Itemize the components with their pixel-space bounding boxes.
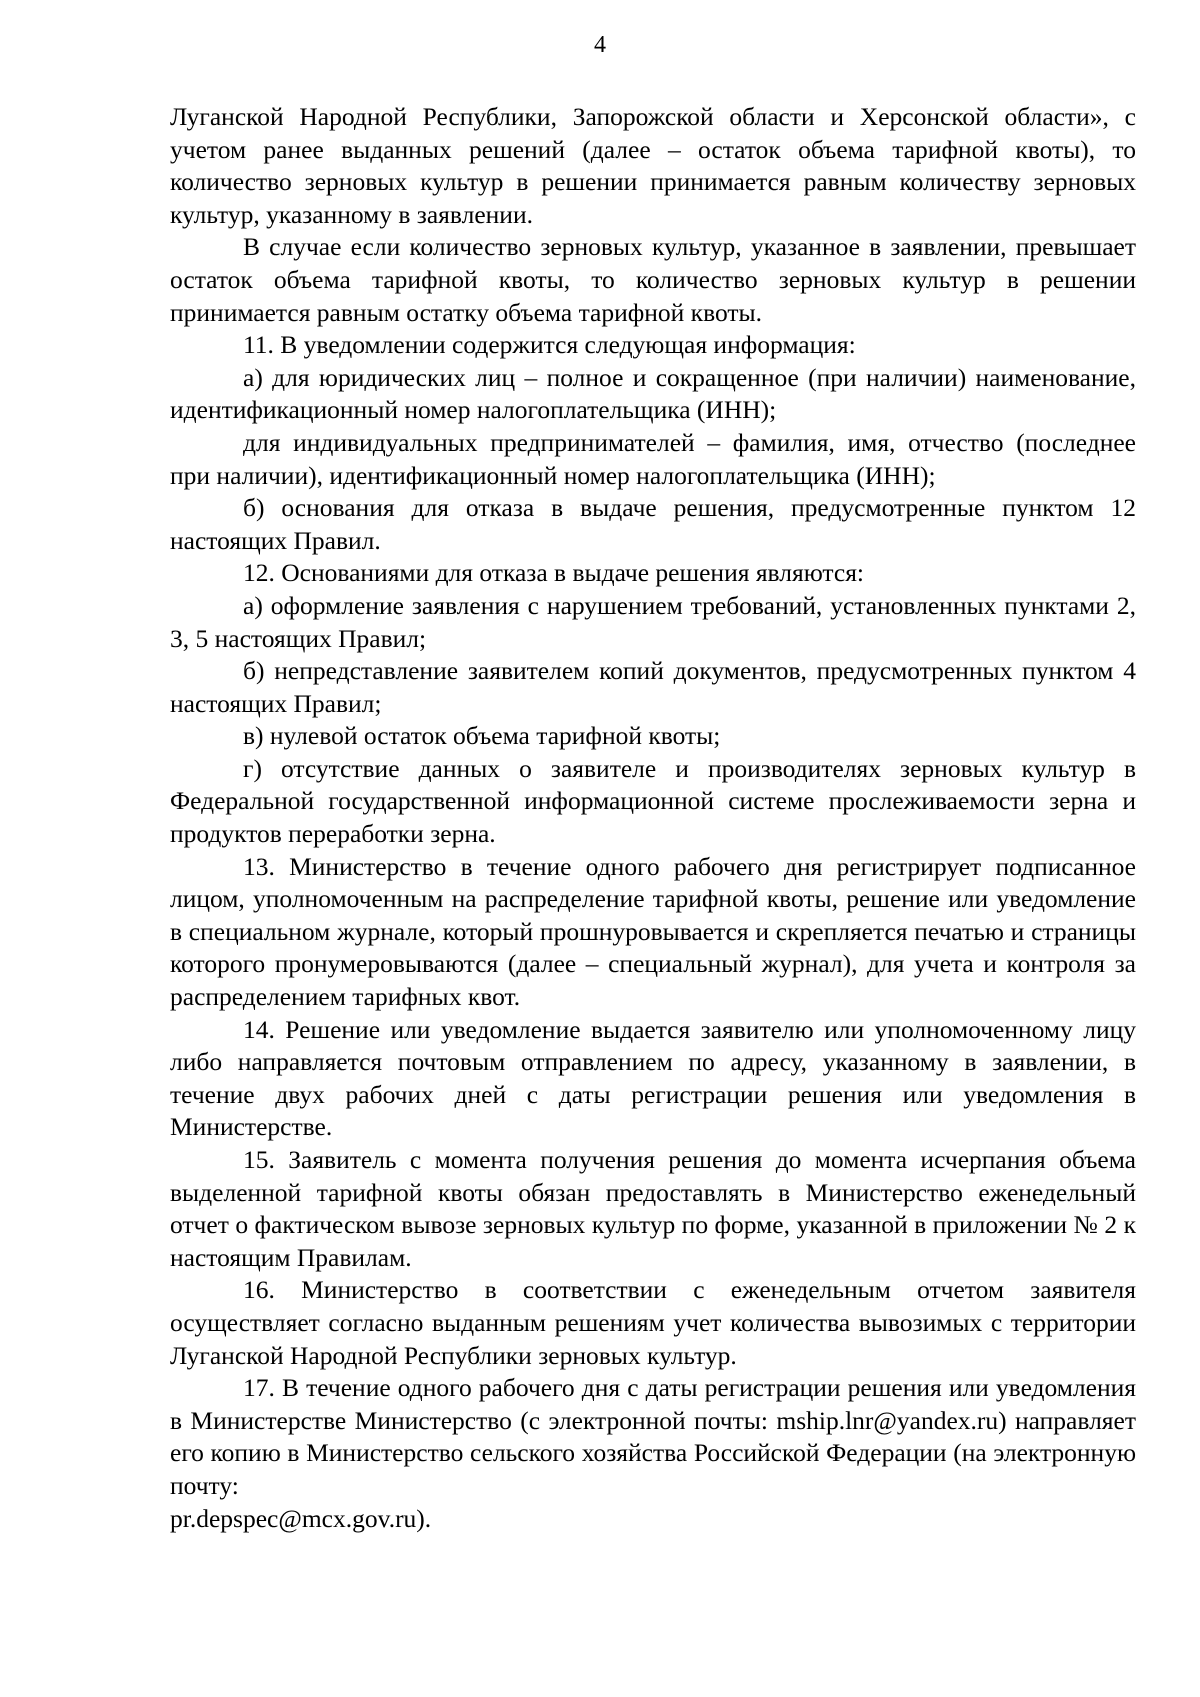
clause-17-email: pr.depspec@mcx.gov.ru). — [170, 1503, 432, 1533]
clause-11: 11. В уведомлении содержится следующая информация: — [243, 330, 856, 360]
paragraph: В случае если количество зерновых культур, указанное в заявлении, превышает остаток объема тарифной квоты, то количество зерновых культур в решении принимается равным остатку объема тарифной квоты. — [170, 232, 1136, 327]
clause-17: 17. В течение одного рабочего дня с даты регистрации решения или уведомления в Министерстве Министерство (с электронной почты: mship.lnr@yandex.ru) направляет его копию в Министерство сельского хозяйства Российской Федерации (на электронную почту: — [170, 1373, 1136, 1500]
clause-13: 13. Министерство в течение одного рабочего дня регистрирует подписанное лицом, уполномоченным на распределение тарифной квоты, решение или уведомление в специальном журнале, который прошнуровывается и скрепляется печатью и страницы которого пронумеровываются (далее – специальный журнал), для учета и контроля за распределением тарифных квот. — [170, 851, 1136, 1012]
document-body — [170, 101, 1136, 1535]
clause-11-a-individuals: для индивидуальных предпринимателей – фамилия, имя, отчество (последнее при наличии), идентификационный номер налогоплательщика (ИНН); — [170, 427, 1136, 490]
clause-15: 15. Заявитель с момента получения решения до момента исчерпания объема выделенной тарифной квоты обязан предоставлять в Министерство еженедельный отчет о фактическом вывозе зерновых культур по форме, указанной в приложении № 2 к настоящим Правилам. — [170, 1145, 1136, 1272]
clause-12-g: г) отсутствие данных о заявителе и производителях зерновых культур в Федеральной государственной информационной системе прослеживаемости зерна и продуктов переработки зерна. — [170, 753, 1136, 849]
clause-11-b: б) основания для отказа в выдаче решения, предусмотренные пунктом 12 настоящих Правил. — [170, 493, 1136, 555]
clause-11-a: а) для юридических лиц – полное и сокращенное (при наличии) наименование, идентификационный номер налогоплательщика (ИНН); — [170, 362, 1136, 425]
clause-12-a: а) оформление заявления с нарушением требований, установленных пунктами 2, 3, 5 настоящих Правил; — [170, 590, 1136, 653]
clause-12-v: в) нулевой остаток объема тарифной квоты; — [243, 721, 721, 751]
page-number: 4 — [594, 32, 606, 58]
clause-12-b: б) непредставление заявителем копий документов, предусмотренных пунктом 4 настоящих Правил; — [170, 656, 1136, 718]
clause-12: 12. Основаниями для отказа в выдаче решения являются: — [243, 558, 865, 588]
clause-16: 16. Министерство в соответствии с еженедельным отчетом заявителя осуществляет согласно выданным решениям учет количества вывозимых с территории Луганской Народной Республики зерновых культур. — [170, 1275, 1136, 1370]
clause-14: 14. Решение или уведомление выдается заявителю или уполномоченному лицу либо направляется почтовым отправлением по адресу, указанному в заявлении, в течение двух рабочих дней с даты регистрации решения или уведомления в Министерстве. — [170, 1014, 1136, 1142]
paragraph-continuation: Луганской Народной Республики, Запорожской области и Херсонской области», с учетом ранее выданных решений (далее – остаток объема тарифной квоты), то количество зерновых культур в решении принимается равным количеству зерновых культур, указанному в заявлении. — [170, 102, 1136, 229]
